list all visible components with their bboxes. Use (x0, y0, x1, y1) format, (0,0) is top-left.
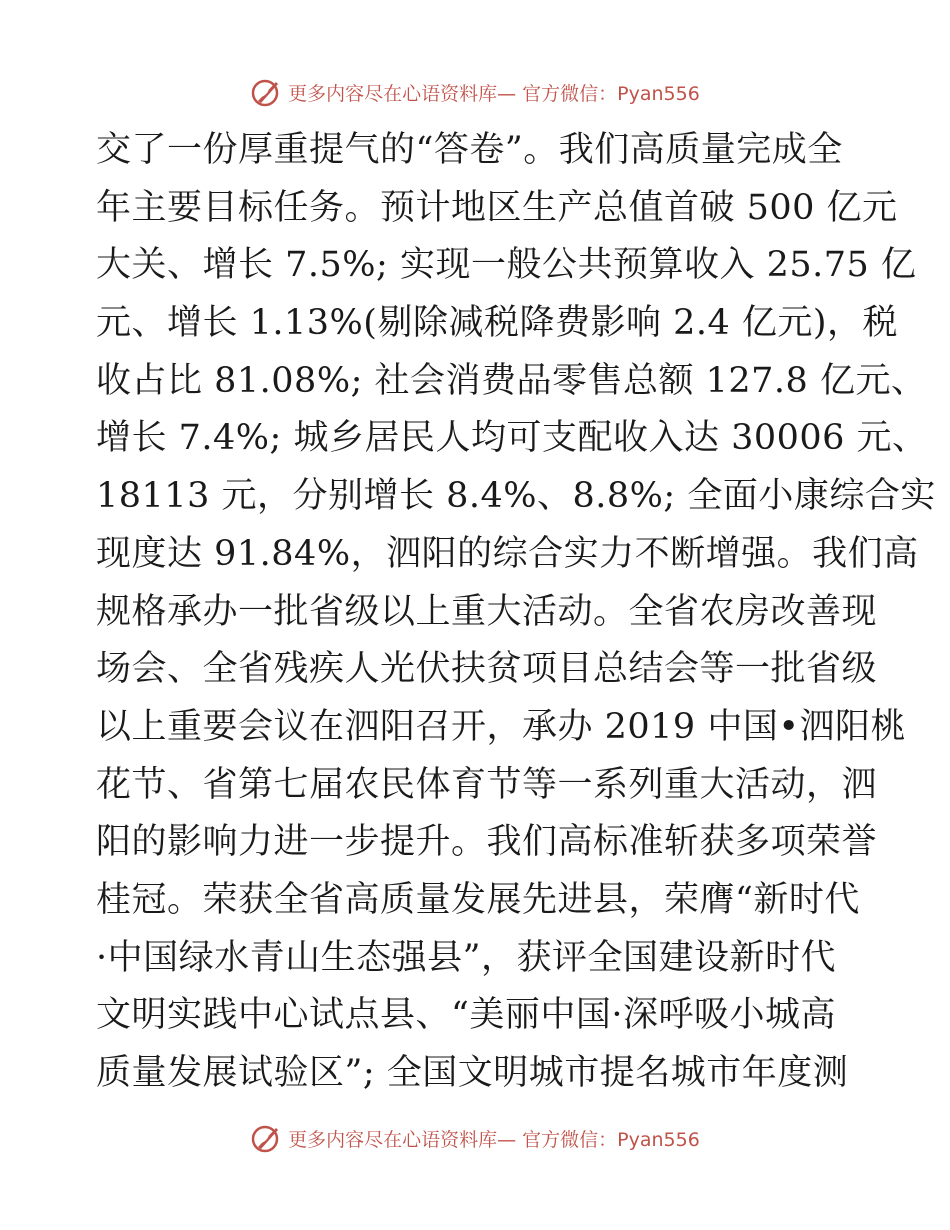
body-line: 以上重要会议在泗阳召开，承办 2019 中国•泗阳桃 (96, 706, 906, 747)
body-line: 花节、省第七届农民体育节等一系列重大活动，泗 (96, 764, 878, 805)
body-line: 质量发展试验区”; 全国文明城市提名城市年度测 (96, 1053, 849, 1093)
header-banner-wechat: 官方微信：Pyan556 (522, 82, 700, 105)
body-line: 规格承办一批省级以上重大活动。全省农房改善现 (96, 591, 878, 632)
body-line: 收占比 81.08%; 社会消费品零售总额 127.8 亿元、 (96, 360, 927, 401)
body-line: 文明实践中心试点县、“美丽中国·深呼吸小城高 (96, 995, 837, 1036)
body-line: 大关、增长 7.5%; 实现一般公共预算收入 25.75 亿 (96, 245, 917, 286)
quill-pen-logo-icon (250, 1122, 282, 1154)
footer-banner-wechat: 官方微信：Pyan556 (522, 1128, 700, 1151)
header-banner (0, 72, 950, 112)
body-line: 18113 元，分别增长 8.4%、8.8%; 全面小康综合实 (96, 476, 936, 517)
body-line: ·中国绿水青山生态强县”，获评全国建设新时代 (96, 937, 837, 978)
body-line: 年主要目标任务。预计地区生产总值首破 500 亿元 (96, 187, 898, 228)
body-line: 场会、全省残疾人光伏扶贫项目总结会等一批省级 (96, 649, 878, 690)
body-line: 交了一份厚重提气的“答卷”。我们高质量完成全 (96, 130, 843, 170)
quill-pen-logo-icon (250, 76, 282, 108)
footer-banner (0, 1118, 950, 1158)
body-line: 桂冠。荣获全省高质量发展先进县，荣膺“新时代 (96, 879, 860, 920)
document-body (96, 122, 936, 1103)
body-line: 元、增长 1.13%(剔除减税降费影响 2.4 亿元)，税 (96, 303, 899, 344)
footer-banner-text: 更多内容尽在心语资料库— (288, 1128, 517, 1151)
body-line: 增长 7.4%; 城乡居民人均可支配收入达 30006 元、 (96, 418, 928, 459)
header-banner-text: 更多内容尽在心语资料库— (288, 82, 517, 105)
body-line: 现度达 91.84%，泗阳的综合实力不断增强。我们高 (96, 533, 919, 574)
body-line: 阳的影响力进一步提升。我们高标准斩获多项荣誉 (96, 822, 878, 863)
